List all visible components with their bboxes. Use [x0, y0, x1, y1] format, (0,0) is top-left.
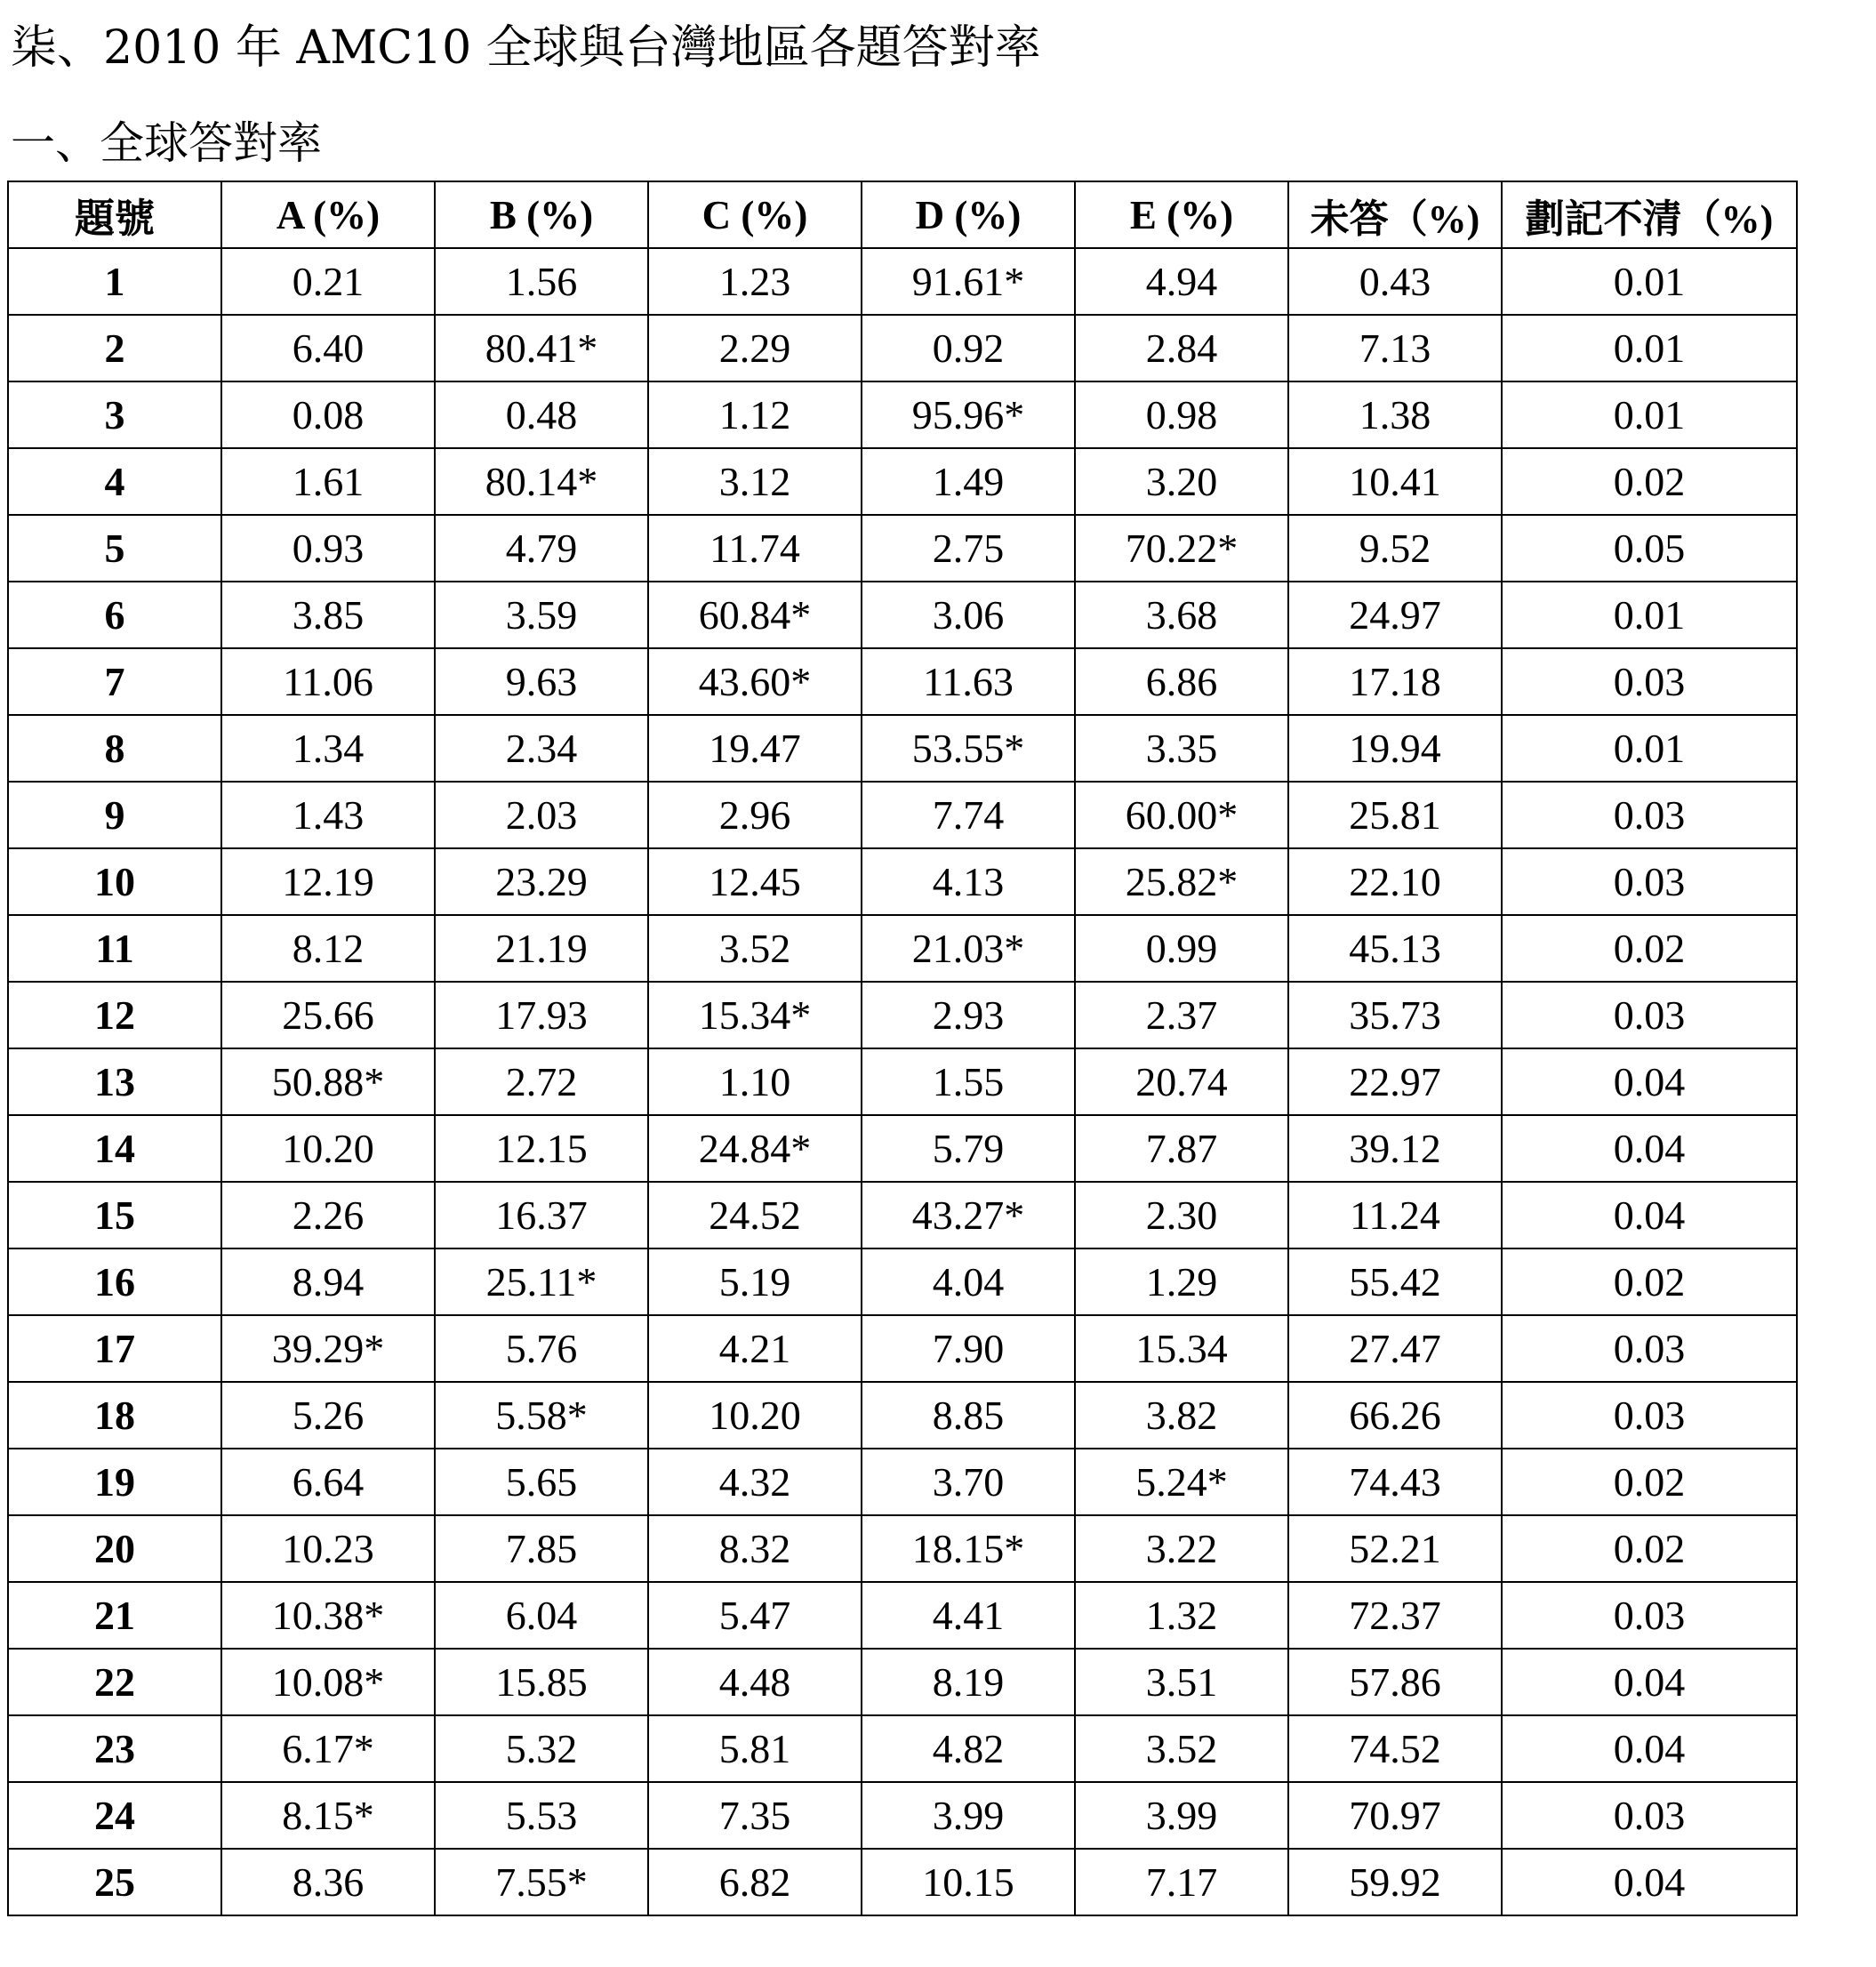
- option-d-rate-cell: 3.06: [862, 582, 1075, 648]
- unanswered-rate-cell: 70.97: [1288, 1782, 1502, 1849]
- unclear-marking-rate-cell: 0.03: [1502, 782, 1797, 848]
- option-e-rate-cell: 70.22*: [1075, 515, 1288, 582]
- option-d-rate-cell: 3.70: [862, 1449, 1075, 1515]
- unanswered-rate-cell: 59.92: [1288, 1849, 1502, 1915]
- table-row: [8, 648, 1797, 715]
- table-row: [8, 315, 1797, 381]
- option-a-rate-cell: 3.85: [221, 582, 435, 648]
- option-b-rate-cell: 80.41*: [435, 315, 648, 381]
- option-c-rate-cell: 5.81: [648, 1715, 862, 1782]
- global-correct-rate-table: [7, 181, 1798, 1916]
- option-a-rate-cell: 1.43: [221, 782, 435, 848]
- option-e-rate-cell: 2.84: [1075, 315, 1288, 381]
- option-d-rate-cell: 91.61*: [862, 248, 1075, 315]
- option-b-rate-cell: 1.56: [435, 248, 648, 315]
- option-d-rate-cell: 11.63: [862, 648, 1075, 715]
- option-b-rate-cell: 3.59: [435, 582, 648, 648]
- option-e-rate-cell: 3.52: [1075, 1715, 1288, 1782]
- option-c-rate-cell: 7.35: [648, 1782, 862, 1849]
- header-option-c: C (%): [648, 181, 862, 248]
- option-e-rate-cell: 0.99: [1075, 915, 1288, 982]
- option-e-rate-cell: 1.32: [1075, 1582, 1288, 1649]
- unclear-marking-rate-cell: 0.03: [1502, 1382, 1797, 1449]
- table-row: [8, 715, 1797, 782]
- option-e-rate-cell: 25.82*: [1075, 848, 1288, 915]
- unanswered-rate-cell: 25.81: [1288, 782, 1502, 848]
- option-a-rate-cell: 1.34: [221, 715, 435, 782]
- option-d-rate-cell: 95.96*: [862, 381, 1075, 448]
- option-c-rate-cell: 43.60*: [648, 648, 862, 715]
- option-c-rate-cell: 24.52: [648, 1182, 862, 1248]
- table-row: [8, 1515, 1797, 1582]
- option-d-rate-cell: 4.82: [862, 1715, 1075, 1782]
- option-c-rate-cell: 1.12: [648, 381, 862, 448]
- option-e-rate-cell: 7.87: [1075, 1115, 1288, 1182]
- option-e-rate-cell: 3.68: [1075, 582, 1288, 648]
- option-e-rate-cell: 60.00*: [1075, 782, 1288, 848]
- question-number-cell: 21: [8, 1582, 221, 1649]
- option-a-rate-cell: 8.15*: [221, 1782, 435, 1849]
- option-d-rate-cell: 7.74: [862, 782, 1075, 848]
- document-title: 柒、2010 年 AMC10 全球與台灣地區各題答對率: [11, 21, 1041, 75]
- option-c-rate-cell: 19.47: [648, 715, 862, 782]
- option-a-rate-cell: 6.64: [221, 1449, 435, 1515]
- unclear-marking-rate-cell: 0.04: [1502, 1048, 1797, 1115]
- table-row: [8, 248, 1797, 315]
- unanswered-rate-cell: 11.24: [1288, 1182, 1502, 1248]
- table-row: [8, 1248, 1797, 1315]
- option-b-rate-cell: 7.85: [435, 1515, 648, 1582]
- option-c-rate-cell: 11.74: [648, 515, 862, 582]
- option-a-rate-cell: 0.93: [221, 515, 435, 582]
- option-b-rate-cell: 17.93: [435, 982, 648, 1048]
- question-number-cell: 12: [8, 982, 221, 1048]
- unclear-marking-rate-cell: 0.02: [1502, 1515, 1797, 1582]
- header-option-b: B (%): [435, 181, 648, 248]
- option-b-rate-cell: 12.15: [435, 1115, 648, 1182]
- option-c-rate-cell: 60.84*: [648, 582, 862, 648]
- option-d-rate-cell: 4.04: [862, 1248, 1075, 1315]
- unanswered-rate-cell: 52.21: [1288, 1515, 1502, 1582]
- option-d-rate-cell: 8.85: [862, 1382, 1075, 1449]
- unclear-marking-rate-cell: 0.01: [1502, 715, 1797, 782]
- option-c-rate-cell: 4.32: [648, 1449, 862, 1515]
- option-b-rate-cell: 6.04: [435, 1582, 648, 1649]
- table-row: [8, 1715, 1797, 1782]
- option-a-rate-cell: 50.88*: [221, 1048, 435, 1115]
- question-number-cell: 5: [8, 515, 221, 582]
- option-e-rate-cell: 2.37: [1075, 982, 1288, 1048]
- option-e-rate-cell: 15.34: [1075, 1315, 1288, 1382]
- question-number-cell: 9: [8, 782, 221, 848]
- unclear-marking-rate-cell: 0.02: [1502, 1248, 1797, 1315]
- option-d-rate-cell: 53.55*: [862, 715, 1075, 782]
- option-d-rate-cell: 18.15*: [862, 1515, 1075, 1582]
- option-b-rate-cell: 5.65: [435, 1449, 648, 1515]
- option-d-rate-cell: 21.03*: [862, 915, 1075, 982]
- option-d-rate-cell: 0.92: [862, 315, 1075, 381]
- table-row: [8, 1382, 1797, 1449]
- option-b-rate-cell: 5.32: [435, 1715, 648, 1782]
- option-c-rate-cell: 5.19: [648, 1248, 862, 1315]
- option-e-rate-cell: 0.98: [1075, 381, 1288, 448]
- question-number-cell: 2: [8, 315, 221, 381]
- option-e-rate-cell: 3.35: [1075, 715, 1288, 782]
- unanswered-rate-cell: 10.41: [1288, 448, 1502, 515]
- unclear-marking-rate-cell: 0.02: [1502, 448, 1797, 515]
- question-number-cell: 3: [8, 381, 221, 448]
- option-c-rate-cell: 12.45: [648, 848, 862, 915]
- option-a-rate-cell: 8.36: [221, 1849, 435, 1915]
- option-a-rate-cell: 25.66: [221, 982, 435, 1048]
- option-b-rate-cell: 5.53: [435, 1782, 648, 1849]
- table-row: [8, 515, 1797, 582]
- table-row: [8, 915, 1797, 982]
- option-a-rate-cell: 8.12: [221, 915, 435, 982]
- unanswered-rate-cell: 9.52: [1288, 515, 1502, 582]
- option-e-rate-cell: 6.86: [1075, 648, 1288, 715]
- option-c-rate-cell: 1.23: [648, 248, 862, 315]
- header-option-e: E (%): [1075, 181, 1288, 248]
- option-b-rate-cell: 9.63: [435, 648, 648, 715]
- header-option-a: A (%): [221, 181, 435, 248]
- table-row: [8, 1849, 1797, 1915]
- option-b-rate-cell: 0.48: [435, 381, 648, 448]
- question-number-cell: 18: [8, 1382, 221, 1449]
- option-e-rate-cell: 3.82: [1075, 1382, 1288, 1449]
- question-number-cell: 20: [8, 1515, 221, 1582]
- unclear-marking-rate-cell: 0.02: [1502, 915, 1797, 982]
- option-a-rate-cell: 10.23: [221, 1515, 435, 1582]
- option-a-rate-cell: 5.26: [221, 1382, 435, 1449]
- unanswered-rate-cell: 17.18: [1288, 648, 1502, 715]
- unclear-marking-rate-cell: 0.04: [1502, 1849, 1797, 1915]
- option-a-rate-cell: 2.26: [221, 1182, 435, 1248]
- header-option-d: D (%): [862, 181, 1075, 248]
- option-e-rate-cell: 3.99: [1075, 1782, 1288, 1849]
- option-b-rate-cell: 16.37: [435, 1182, 648, 1248]
- option-b-rate-cell: 4.79: [435, 515, 648, 582]
- option-c-rate-cell: 10.20: [648, 1382, 862, 1449]
- option-a-rate-cell: 10.08*: [221, 1649, 435, 1715]
- question-number-cell: 23: [8, 1715, 221, 1782]
- option-a-rate-cell: 10.38*: [221, 1582, 435, 1649]
- question-number-cell: 19: [8, 1449, 221, 1515]
- option-d-rate-cell: 43.27*: [862, 1182, 1075, 1248]
- option-b-rate-cell: 2.03: [435, 782, 648, 848]
- unclear-marking-rate-cell: 0.03: [1502, 1315, 1797, 1382]
- option-a-rate-cell: 0.08: [221, 381, 435, 448]
- unclear-marking-rate-cell: 0.04: [1502, 1182, 1797, 1248]
- option-b-rate-cell: 5.58*: [435, 1382, 648, 1449]
- table-row: [8, 982, 1797, 1048]
- question-number-cell: 24: [8, 1782, 221, 1849]
- option-d-rate-cell: 3.99: [862, 1782, 1075, 1849]
- question-number-cell: 8: [8, 715, 221, 782]
- option-c-rate-cell: 5.47: [648, 1582, 862, 1649]
- table-row: [8, 448, 1797, 515]
- option-c-rate-cell: 3.12: [648, 448, 862, 515]
- option-a-rate-cell: 0.21: [221, 248, 435, 315]
- option-d-rate-cell: 1.49: [862, 448, 1075, 515]
- option-b-rate-cell: 5.76: [435, 1315, 648, 1382]
- option-d-rate-cell: 2.93: [862, 982, 1075, 1048]
- question-number-cell: 1: [8, 248, 221, 315]
- option-c-rate-cell: 4.48: [648, 1649, 862, 1715]
- option-e-rate-cell: 1.29: [1075, 1248, 1288, 1315]
- option-c-rate-cell: 6.82: [648, 1849, 862, 1915]
- option-b-rate-cell: 23.29: [435, 848, 648, 915]
- option-d-rate-cell: 1.55: [862, 1048, 1075, 1115]
- option-e-rate-cell: 2.30: [1075, 1182, 1288, 1248]
- option-c-rate-cell: 2.96: [648, 782, 862, 848]
- option-e-rate-cell: 3.51: [1075, 1649, 1288, 1715]
- unclear-marking-rate-cell: 0.01: [1502, 582, 1797, 648]
- option-a-rate-cell: 39.29*: [221, 1315, 435, 1382]
- option-a-rate-cell: 6.40: [221, 315, 435, 381]
- question-number-cell: 4: [8, 448, 221, 515]
- option-d-rate-cell: 4.13: [862, 848, 1075, 915]
- option-b-rate-cell: 2.34: [435, 715, 648, 782]
- option-e-rate-cell: 3.20: [1075, 448, 1288, 515]
- option-e-rate-cell: 5.24*: [1075, 1449, 1288, 1515]
- table-row: [8, 1782, 1797, 1849]
- unanswered-rate-cell: 1.38: [1288, 381, 1502, 448]
- unclear-marking-rate-cell: 0.03: [1502, 1582, 1797, 1649]
- option-b-rate-cell: 15.85: [435, 1649, 648, 1715]
- unanswered-rate-cell: 0.43: [1288, 248, 1502, 315]
- question-number-cell: 7: [8, 648, 221, 715]
- table-row: [8, 381, 1797, 448]
- option-c-rate-cell: 2.29: [648, 315, 862, 381]
- option-e-rate-cell: 7.17: [1075, 1849, 1288, 1915]
- table-row: [8, 848, 1797, 915]
- option-c-rate-cell: 8.32: [648, 1515, 862, 1582]
- option-e-rate-cell: 3.22: [1075, 1515, 1288, 1582]
- unclear-marking-rate-cell: 0.03: [1502, 848, 1797, 915]
- question-number-cell: 15: [8, 1182, 221, 1248]
- option-e-rate-cell: 20.74: [1075, 1048, 1288, 1115]
- option-a-rate-cell: 6.17*: [221, 1715, 435, 1782]
- unanswered-rate-cell: 74.52: [1288, 1715, 1502, 1782]
- unanswered-rate-cell: 66.26: [1288, 1382, 1502, 1449]
- question-number-cell: 11: [8, 915, 221, 982]
- option-c-rate-cell: 4.21: [648, 1315, 862, 1382]
- unanswered-rate-cell: 35.73: [1288, 982, 1502, 1048]
- option-c-rate-cell: 15.34*: [648, 982, 862, 1048]
- option-b-rate-cell: 7.55*: [435, 1849, 648, 1915]
- table-body: [8, 248, 1797, 1915]
- unclear-marking-rate-cell: 0.05: [1502, 515, 1797, 582]
- option-a-rate-cell: 10.20: [221, 1115, 435, 1182]
- header-unanswered: 未答（%): [1288, 181, 1502, 248]
- unanswered-rate-cell: 22.10: [1288, 848, 1502, 915]
- question-number-cell: 13: [8, 1048, 221, 1115]
- unclear-marking-rate-cell: 0.01: [1502, 381, 1797, 448]
- unanswered-rate-cell: 39.12: [1288, 1115, 1502, 1182]
- unanswered-rate-cell: 45.13: [1288, 915, 1502, 982]
- question-number-cell: 17: [8, 1315, 221, 1382]
- option-c-rate-cell: 24.84*: [648, 1115, 862, 1182]
- unclear-marking-rate-cell: 0.01: [1502, 315, 1797, 381]
- question-number-cell: 6: [8, 582, 221, 648]
- unclear-marking-rate-cell: 0.02: [1502, 1449, 1797, 1515]
- option-b-rate-cell: 80.14*: [435, 448, 648, 515]
- unanswered-rate-cell: 22.97: [1288, 1048, 1502, 1115]
- unclear-marking-rate-cell: 0.04: [1502, 1115, 1797, 1182]
- header-question-number: 題號: [8, 181, 221, 248]
- unanswered-rate-cell: 72.37: [1288, 1582, 1502, 1649]
- unclear-marking-rate-cell: 0.03: [1502, 1782, 1797, 1849]
- table-row: [8, 1115, 1797, 1182]
- option-d-rate-cell: 7.90: [862, 1315, 1075, 1382]
- unanswered-rate-cell: 74.43: [1288, 1449, 1502, 1515]
- option-d-rate-cell: 8.19: [862, 1649, 1075, 1715]
- header-unclear-marking: 劃記不清（%): [1502, 181, 1797, 248]
- option-b-rate-cell: 25.11*: [435, 1248, 648, 1315]
- table-row: [8, 1182, 1797, 1248]
- unanswered-rate-cell: 7.13: [1288, 315, 1502, 381]
- table-row: [8, 582, 1797, 648]
- option-b-rate-cell: 21.19: [435, 915, 648, 982]
- option-c-rate-cell: 1.10: [648, 1048, 862, 1115]
- option-d-rate-cell: 5.79: [862, 1115, 1075, 1182]
- option-a-rate-cell: 1.61: [221, 448, 435, 515]
- unclear-marking-rate-cell: 0.03: [1502, 982, 1797, 1048]
- option-a-rate-cell: 11.06: [221, 648, 435, 715]
- table-header-row: [8, 181, 1797, 248]
- table-row: [8, 1582, 1797, 1649]
- option-b-rate-cell: 2.72: [435, 1048, 648, 1115]
- question-number-cell: 25: [8, 1849, 221, 1915]
- question-number-cell: 22: [8, 1649, 221, 1715]
- table-row: [8, 1649, 1797, 1715]
- section-heading: 一、全球答對率: [11, 117, 322, 169]
- unanswered-rate-cell: 27.47: [1288, 1315, 1502, 1382]
- unclear-marking-rate-cell: 0.03: [1502, 648, 1797, 715]
- option-d-rate-cell: 10.15: [862, 1849, 1075, 1915]
- unclear-marking-rate-cell: 0.04: [1502, 1649, 1797, 1715]
- question-number-cell: 14: [8, 1115, 221, 1182]
- unclear-marking-rate-cell: 0.01: [1502, 248, 1797, 315]
- table-row: [8, 1048, 1797, 1115]
- unanswered-rate-cell: 24.97: [1288, 582, 1502, 648]
- option-a-rate-cell: 8.94: [221, 1248, 435, 1315]
- option-e-rate-cell: 4.94: [1075, 248, 1288, 315]
- option-a-rate-cell: 12.19: [221, 848, 435, 915]
- option-d-rate-cell: 2.75: [862, 515, 1075, 582]
- table-row: [8, 1315, 1797, 1382]
- unclear-marking-rate-cell: 0.04: [1502, 1715, 1797, 1782]
- table-row: [8, 1449, 1797, 1515]
- question-number-cell: 10: [8, 848, 221, 915]
- question-number-cell: 16: [8, 1248, 221, 1315]
- option-c-rate-cell: 3.52: [648, 915, 862, 982]
- unanswered-rate-cell: 55.42: [1288, 1248, 1502, 1315]
- option-d-rate-cell: 4.41: [862, 1582, 1075, 1649]
- table-row: [8, 782, 1797, 848]
- unanswered-rate-cell: 57.86: [1288, 1649, 1502, 1715]
- unanswered-rate-cell: 19.94: [1288, 715, 1502, 782]
